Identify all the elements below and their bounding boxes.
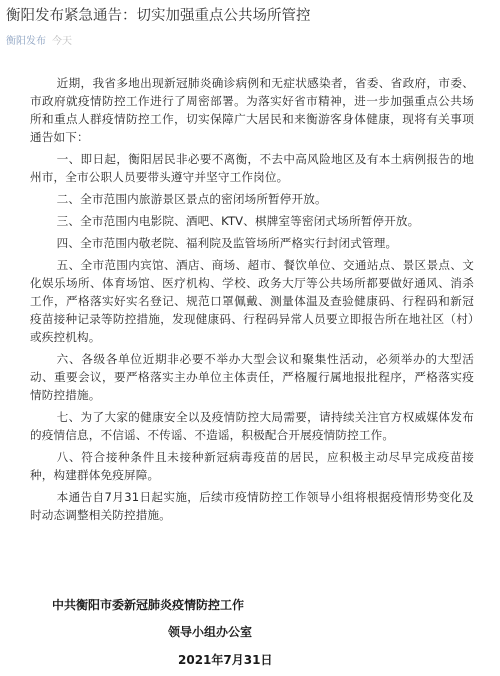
item-1-paragraph: 一、即日起，衡阳居民非必要不离衡，不去中高风险地区及有本土病例报告的地州市，全市公职人员要带头遵守并坚守工作岗位。 xyxy=(30,152,474,184)
article-meta xyxy=(6,31,72,47)
intro-paragraph: 近期，我省多地出现新冠肺炎确诊病例和无症状感染者，省委、省政府，市委、市政府就疫情防控工作进行了周密部署。为落实好省市精神，进一步加强重点公共场所和重点人群疫情防控工作，切实保障广大居民和来衡游客身体健康，现将有关事项通告如下： xyxy=(30,76,474,144)
article-title: 衡阳发布紧急通告：切实加强重点公共场所管控 xyxy=(6,8,311,24)
item-3-paragraph: 三、全市范围内电影院、酒吧、KTV、棋牌室等密闭式场所暂停开放。 xyxy=(56,214,420,228)
signature-date: 2021年7月31日 xyxy=(178,653,273,667)
effective-date-paragraph: 本通告自7月31日起实施，后续市疫情防控工作领导小组将根据疫情形势变化及时动态调整相关防控措施。 xyxy=(30,490,474,522)
item-2-paragraph: 二、全市范围内旅游景区景点的密闭场所暂停开放。 xyxy=(56,192,327,206)
source-link[interactable]: 衡阳发布 xyxy=(6,35,46,47)
item-4-paragraph: 四、全市范围内敬老院、福利院及监管场所严格实行封闭式管理。 xyxy=(56,236,398,250)
publish-date: 今天 xyxy=(52,35,72,47)
signature-org-line1: 中共衡阳市委新冠肺炎疫情防控工作 xyxy=(52,598,245,612)
item-6-paragraph: 六、各级各单位近期非必要不举办大型会议和聚集性活动，必须举办的大型活动、重要会议，要严格落实主办单位主体责任，严格履行属地报批程序，严格落实疫情防控措施。 xyxy=(30,352,474,402)
item-7-paragraph: 七、为了大家的健康安全以及疫情防控大局需要，请持续关注官方权威媒体发布的疫情信息，不信谣、不传谣、不造谣，积极配合开展疫情防控工作。 xyxy=(30,410,474,442)
notice-body xyxy=(30,74,474,528)
item-8-paragraph: 八、符合接种条件且未接种新冠病毒疫苗的居民，应积极主动尽早完成疫苗接种，构建群体免疫屏障。 xyxy=(30,450,474,482)
signature-org-line2: 领导小组办公室 xyxy=(168,625,253,639)
item-5-paragraph: 五、全市范围内宾馆、酒店、商场、超市、餐饮单位、交通站点、景区景点、文化娱乐场所、体育场馆、医疗机构、学校、政务大厅等公共场所都要做好通风、消杀工作，严格落实好实名登记、规范口罩佩戴、测量体温及查验健康码、行程码和新冠疫苗接种记录等防控措施，发现健康码、行程码异常人员要立即报告所在地社区（村）或疾控机构。 xyxy=(30,258,474,344)
